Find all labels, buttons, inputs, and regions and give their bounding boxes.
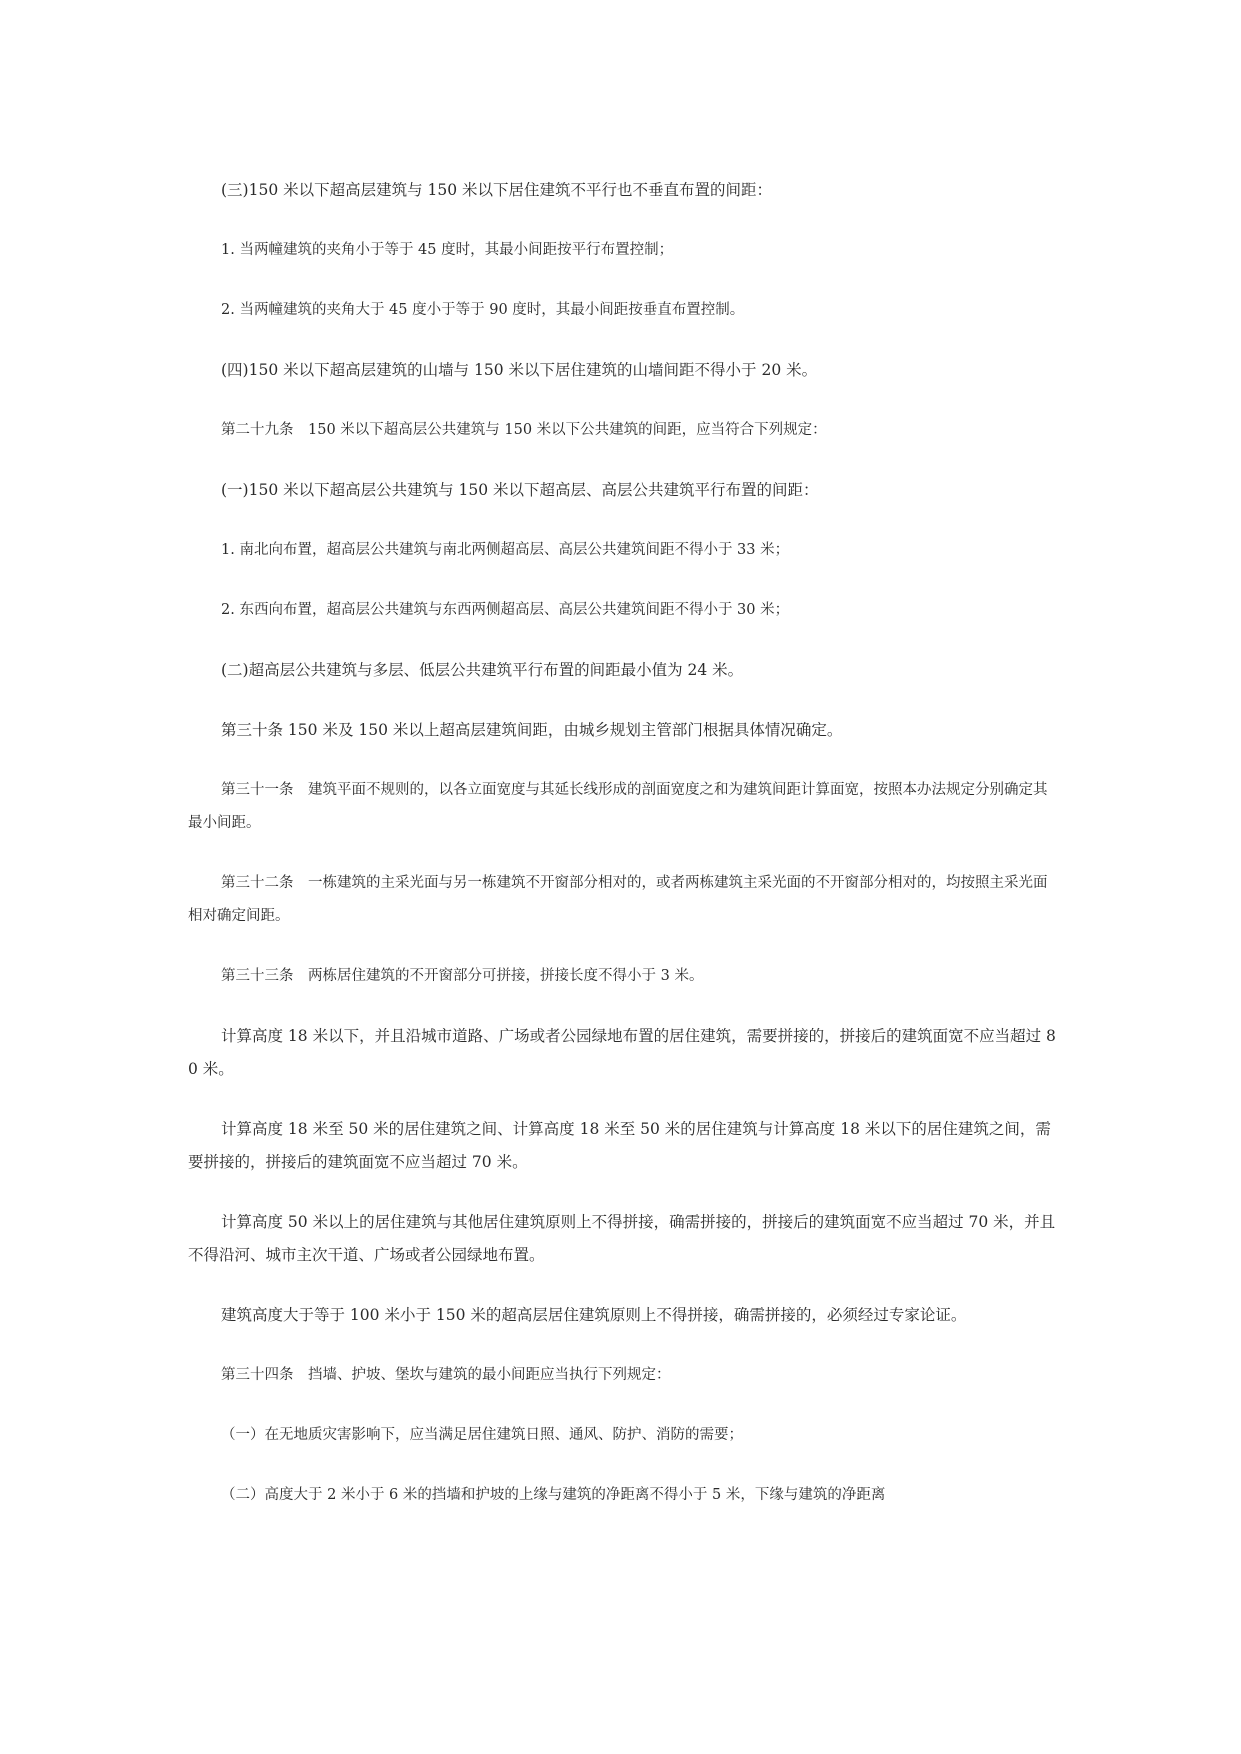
paragraph-clause-4: (四)150 米以下超高层建筑的山墙与 150 米以下居住建筑的山墙间距不得小于 20 米。 <box>221 361 818 379</box>
paragraph-height-18: 计算高度 18 米以下，并且沿城市道路、广场或者公园绿地布置的居住建筑，需要拼接的，拼接后的建筑面宽不应当超过 80 米。 <box>188 1027 1056 1078</box>
paragraph-article-31: 第三十一条 建筑平面不规则的，以各立面宽度与其延长线形成的剖面宽度之和为建筑间距计算面宽，按照本办法规定分别确定其最小间距。 <box>188 782 1048 831</box>
paragraph-article-29: 第二十九条 150 米以下超高层公共建筑与 150 米以下公共建筑的间距，应当符合下列规定： <box>221 422 827 438</box>
paragraph-height-100-150: 建筑高度大于等于 100 米小于 150 米的超高层居住建筑原则上不得拼接，确需拼接的，必须经过专家论证。 <box>221 1306 967 1324</box>
paragraph-article-33: 第三十三条 两栋居住建筑的不开窗部分可拼接，拼接长度不得小于 3 米。 <box>221 968 704 984</box>
paragraph-height-50: 计算高度 50 米以上的居住建筑与其他居住建筑原则上不得拼接，确需拼接的，拼接后的建筑面宽不应当超过 70 米，并且不得沿河、城市主次干道、广场或者公园绿地布置。 <box>188 1213 1056 1264</box>
paragraph-article-30: 第三十条 150 米及 150 米以上超高层建筑间距，由城乡规划主管部门根据具体情况确定。 <box>221 721 843 739</box>
paragraph-clause-1: (一)150 米以下超高层公共建筑与 150 米以下超高层、高层公共建筑平行布置的间距： <box>221 481 819 499</box>
paragraph-height-18-50: 计算高度 18 米至 50 米的居住建筑之间、计算高度 18 米至 50 米的居住建筑与计算高度 18 米以下的居住建筑之间，需要拼接的，拼接后的建筑面宽不应当超过 70 米。 <box>188 1120 1051 1171</box>
paragraph-item-2: 2. 当两幢建筑的夹角大于 45 度小于等于 90 度时，其最小间距按垂直布置控制。 <box>221 302 745 318</box>
paragraph-article-34-item-1: （一）在无地质灾害影响下，应当满足居住建筑日照、通风、防护、消防的需要； <box>221 1427 743 1443</box>
paragraph-article-32: 第三十二条 一栋建筑的主采光面与另一栋建筑不开窗部分相对的，或者两栋建筑主采光面的不开窗部分相对的，均按照主采光面相对确定间距。 <box>188 875 1048 924</box>
paragraph-clause-2: (二)超高层公共建筑与多层、低层公共建筑平行布置的间距最小值为 24 米。 <box>221 661 744 679</box>
paragraph-item-north-south: 1. 南北向布置，超高层公共建筑与南北两侧超高层、高层公共建筑间距不得小于 33 米； <box>221 542 790 558</box>
document-body <box>188 174 1058 1539</box>
paragraph-clause-3: (三)150 米以下超高层建筑与 150 米以下居住建筑不平行也不垂直布置的间距： <box>221 181 773 199</box>
paragraph-item-east-west: 2. 东西向布置，超高层公共建筑与东西两侧超高层、高层公共建筑间距不得小于 30 米； <box>221 602 790 618</box>
paragraph-item-1: 1. 当两幢建筑的夹角小于等于 45 度时，其最小间距按平行布置控制； <box>221 242 674 258</box>
paragraph-article-34: 第三十四条 挡墙、护坡、堡坎与建筑的最小间距应当执行下列规定： <box>221 1367 671 1383</box>
paragraph-article-34-item-2: （二）高度大于 2 米小于 6 米的挡墙和护坡的上缘与建筑的净距离不得小于 5 米，下缘与建筑的净距离 <box>221 1487 886 1503</box>
